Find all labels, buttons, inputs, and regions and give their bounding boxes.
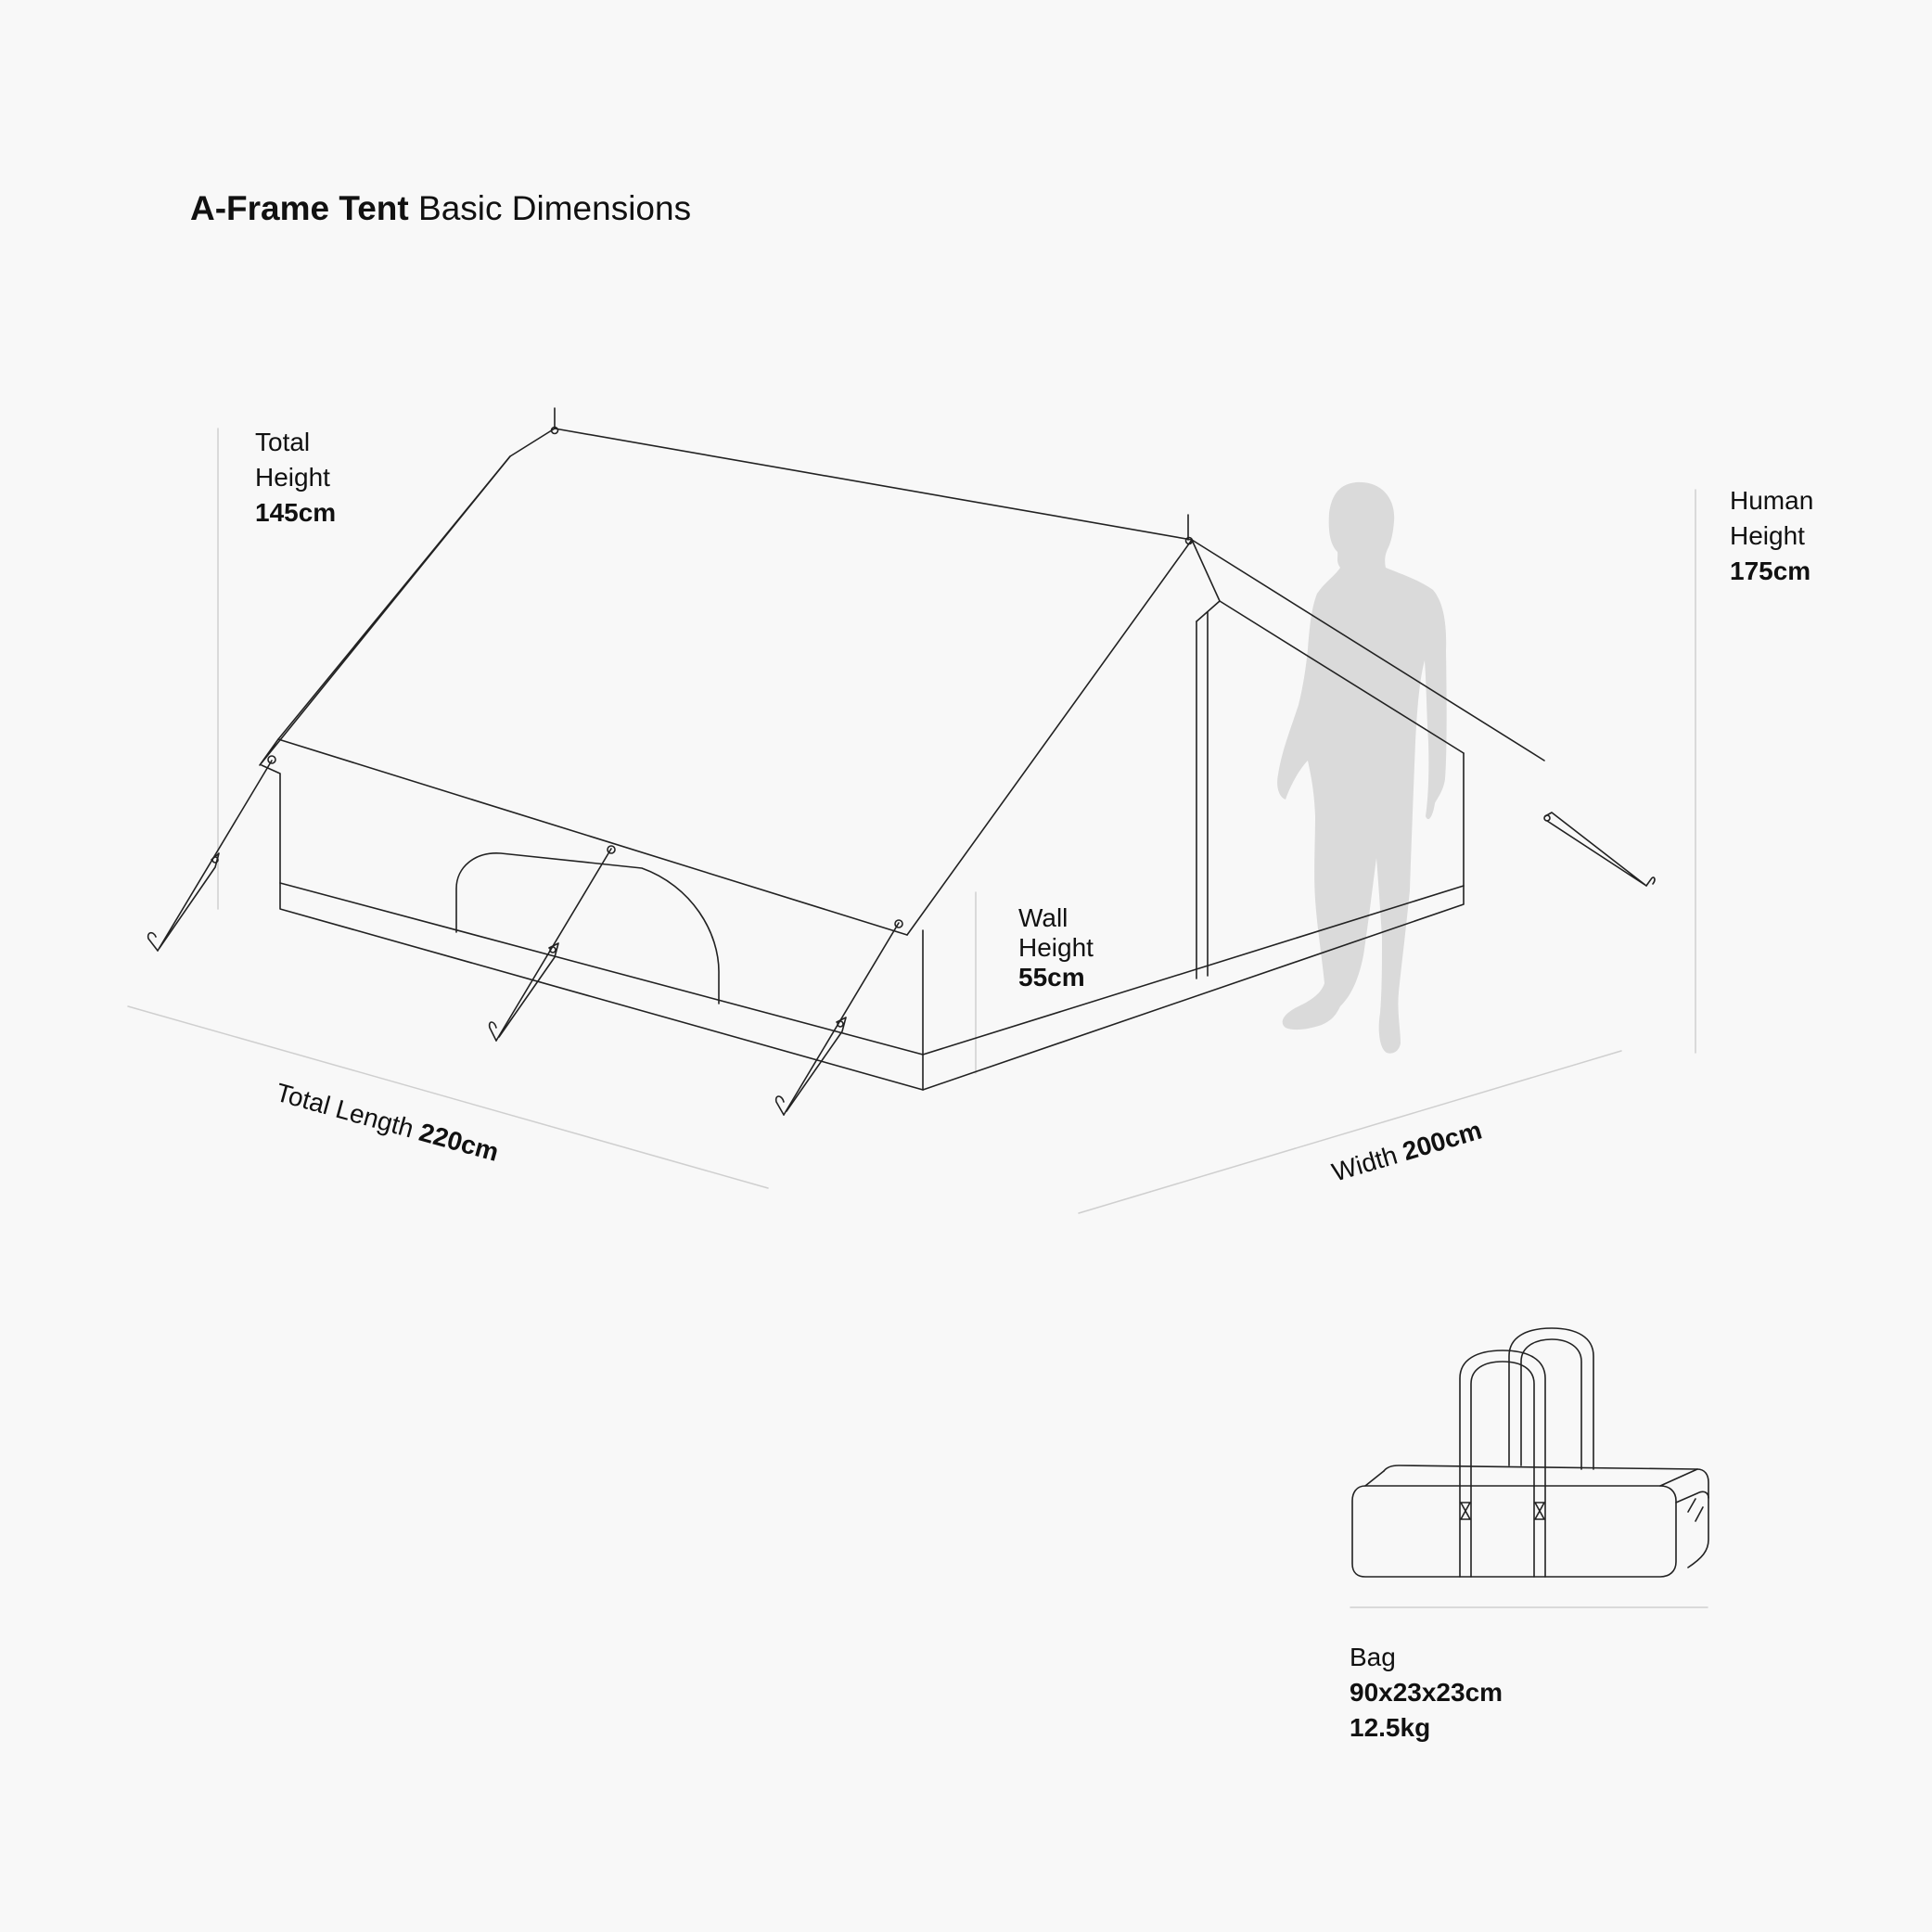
human-height-line1: Human	[1730, 486, 1814, 515]
bag-weight: 12.5kg	[1350, 1713, 1431, 1742]
bag-label: Bag	[1350, 1643, 1396, 1671]
wall-height-label	[1018, 903, 1094, 992]
human-silhouette	[1277, 482, 1447, 1054]
stake-back-right	[1545, 812, 1646, 886]
total-length-guide	[128, 1006, 768, 1188]
total-height-value: 145cm	[255, 498, 337, 527]
total-height-line2: Height	[255, 463, 330, 492]
human-height-label	[1730, 483, 1813, 589]
stake-front-left	[160, 853, 219, 948]
bag-size: 90x23x23cm	[1350, 1678, 1503, 1707]
width-value: 200cm	[1399, 1115, 1486, 1167]
width-guide	[1079, 1051, 1621, 1213]
total-length-value: 220cm	[416, 1117, 503, 1167]
title-product: A-Frame Tent	[190, 189, 409, 227]
wall-height-value: 55cm	[1018, 963, 1085, 992]
human-height-line2: Height	[1730, 521, 1805, 550]
wall-height-line2: Height	[1018, 933, 1094, 962]
tent-door	[456, 853, 719, 1004]
total-height-label	[255, 425, 336, 531]
bag-info	[1350, 1640, 1503, 1746]
width-text: Width	[1328, 1140, 1401, 1187]
title-subtitle: Basic Dimensions	[418, 189, 692, 227]
human-height-value: 175cm	[1730, 557, 1811, 585]
total-length-text: Total Length	[273, 1077, 417, 1144]
stake-front-middle	[499, 943, 558, 1037]
wall-height-line1: Wall	[1018, 903, 1068, 932]
tent-outline	[148, 408, 1655, 1115]
total-height-line1: Total	[255, 428, 311, 456]
bag-drawing	[1352, 1328, 1708, 1577]
